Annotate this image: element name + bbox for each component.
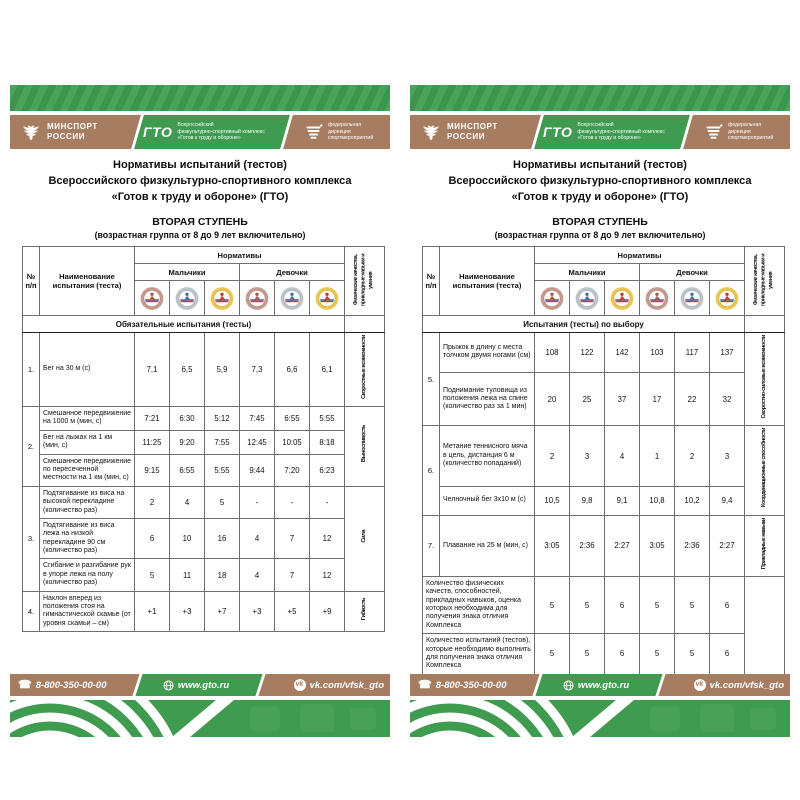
value-cell: 137	[710, 333, 745, 373]
test-name-cell: Бег на 30 м (с)	[40, 333, 135, 407]
table-row	[23, 559, 385, 591]
value-cell: 3	[570, 426, 605, 486]
value-cell: 6	[605, 634, 640, 675]
value-cell: 20	[535, 372, 570, 426]
value-cell: 5	[570, 576, 605, 633]
value-cell: 7,3	[240, 333, 275, 407]
value-cell: 7:45	[240, 406, 275, 430]
value-cell: 7	[275, 559, 310, 591]
value-cell: 6,5	[170, 333, 205, 407]
gto-logo	[531, 122, 677, 142]
contact-bar	[410, 674, 790, 696]
medal-cell	[310, 281, 345, 316]
medal-cell	[275, 281, 310, 316]
fed-caption-line: дирекция	[328, 128, 351, 135]
decorative-arcs-banner	[410, 700, 790, 737]
value-cell: 5:55	[205, 454, 240, 486]
phone-number: 8-800-350-00-00	[435, 679, 507, 691]
row-number-cell: 7.	[423, 515, 440, 576]
gto-caption-line: Всероссийский	[177, 121, 214, 128]
brand-band	[10, 115, 390, 149]
value-cell: 2:36	[570, 515, 605, 576]
value-cell: 5	[205, 486, 240, 518]
sports-bowl-icon	[705, 124, 723, 140]
value-cell: 2	[675, 426, 710, 486]
quality-cell	[745, 333, 785, 426]
vk-url: vk.com/vfsk_gto	[309, 679, 384, 691]
gto-caption-line: Всероссийский	[577, 121, 614, 128]
medal-cell	[535, 281, 570, 316]
value-cell: 6	[710, 634, 745, 675]
quality-cell	[745, 576, 785, 674]
test-name-cell: Метание теннисного мяча в цель, дистанция 6 м (количество попаданий)	[440, 426, 535, 486]
table-row	[423, 515, 785, 576]
test-name-cell: Подтягивание из виса на высокой перекладине (количество раз)	[40, 486, 135, 518]
quality-label: Гибкость	[361, 597, 368, 620]
quality-label: Выносливость	[361, 425, 368, 463]
medal-cell	[205, 281, 240, 316]
quality-cell	[345, 591, 385, 632]
col-header-num: № п/п	[23, 247, 40, 316]
value-cell: 17	[640, 372, 675, 426]
col-header-quality	[345, 247, 385, 316]
value-cell: 4	[605, 426, 640, 486]
value-cell: 5	[640, 634, 675, 675]
document-title	[410, 157, 790, 205]
sports-bowl-icon	[305, 124, 323, 140]
value-cell: 5	[675, 634, 710, 675]
table-row	[423, 372, 785, 426]
table-row	[423, 333, 785, 373]
gto-logo-caption	[177, 122, 264, 142]
row-number-cell: 6.	[423, 426, 440, 515]
value-cell: +5	[275, 591, 310, 632]
gto-badge-silver-icon	[175, 286, 199, 311]
value-cell: 6:23	[310, 454, 345, 486]
eagle-crest-icon	[20, 124, 42, 141]
stage-subtitle: (возрастная группа от 8 до 9 лет включительно)	[94, 230, 306, 240]
value-cell: 103	[640, 333, 675, 373]
phone-contact	[18, 674, 106, 696]
test-name-cell: Сгибание и разгибание рук в упоре лежа на полу (количество раз)	[40, 559, 135, 591]
value-cell: 7,1	[135, 333, 170, 407]
col-header-quality	[745, 247, 785, 316]
quality-cell	[745, 426, 785, 515]
minsport-logo	[10, 122, 131, 141]
value-cell: 2:36	[675, 515, 710, 576]
value-cell: 5	[535, 576, 570, 633]
fed-caption-line: дирекция	[728, 128, 751, 135]
value-cell: 11:25	[135, 430, 170, 454]
gto-badge-bronze-icon	[140, 286, 164, 311]
value-cell: 6,6	[275, 333, 310, 407]
test-name-cell: Бег на лыжах на 1 км (мин, с)	[40, 430, 135, 454]
document-title-line: Нормативы испытаний (тестов)	[513, 159, 687, 171]
row-number-cell: 3.	[23, 486, 40, 591]
value-cell: 12	[310, 559, 345, 591]
row-number-cell: 2.	[23, 406, 40, 486]
gto-badge-silver-icon	[680, 286, 704, 311]
value-cell: 5	[135, 559, 170, 591]
gto-badge-gold-icon	[210, 286, 234, 311]
value-cell: 4	[170, 486, 205, 518]
value-cell: 22	[675, 372, 710, 426]
col-header-normativy: Нормативы	[135, 247, 345, 264]
vk-contact	[294, 674, 384, 696]
value-cell: 7:20	[275, 454, 310, 486]
value-cell: 5	[675, 576, 710, 633]
quality-label: Сила	[361, 530, 368, 543]
minsport-wordmark	[47, 122, 98, 141]
value-cell: 5,9	[205, 333, 240, 407]
value-cell: 5	[535, 634, 570, 675]
gto-caption-line: физкультурно-спортивный комплекс	[577, 128, 665, 135]
website-url: www.gto.ru	[577, 679, 630, 691]
test-name-cell: Смешанное передвижение на 1000 м (мин, с)	[40, 406, 135, 430]
value-cell: 18	[205, 559, 240, 591]
table-row	[423, 634, 785, 675]
row-number-cell: 1.	[23, 333, 40, 407]
value-cell: 9:15	[135, 454, 170, 486]
document-page	[10, 85, 390, 740]
col-header-normativy: Нормативы	[535, 247, 745, 264]
value-cell: +9	[310, 591, 345, 632]
website-url: www.gto.ru	[177, 679, 230, 691]
table-row	[23, 591, 385, 632]
value-cell: 16	[205, 518, 240, 559]
col-header-name: Наименование испытания (теста)	[440, 247, 535, 316]
medal-cell	[640, 281, 675, 316]
medal-cell	[710, 281, 745, 316]
section-header: Обязательные испытания (тесты)	[23, 316, 345, 333]
value-cell: 7:55	[205, 430, 240, 454]
value-cell: 10,8	[640, 486, 675, 515]
section-header-side-cell	[745, 316, 785, 333]
value-cell: 117	[675, 333, 710, 373]
standards-table	[422, 246, 785, 675]
gto-caption-line: «Готов к труду и обороне»	[577, 135, 641, 142]
medal-cell	[170, 281, 205, 316]
row-number-cell: 4.	[23, 591, 40, 632]
test-name-cell: Количество испытаний (тестов), которые необходимо выполнить для получения знака отличия Комплекса	[423, 634, 535, 675]
table-row	[423, 576, 785, 633]
value-cell: -	[275, 486, 310, 518]
test-name-cell: Количество физических качеств, способностей, прикладных навыков, оценка которых необходима для получения знака отличия Комплекса	[423, 576, 535, 633]
vk-url: vk.com/vfsk_gto	[709, 679, 784, 691]
globe-icon	[563, 680, 574, 691]
fed-direction-caption	[328, 122, 373, 142]
document-title-line: Всероссийского физкультурно-спортивного комплекса	[48, 175, 352, 187]
globe-icon	[163, 680, 174, 691]
gto-badge-gold-icon	[315, 286, 339, 311]
gto-wordmark: ГТО	[543, 124, 573, 140]
gto-caption-line: физкультурно-спортивный комплекс	[177, 128, 265, 135]
gto-badge-silver-icon	[575, 286, 599, 311]
decorative-sports-banner	[10, 85, 390, 111]
fed-direction-logo	[677, 122, 790, 142]
test-name-cell: Плавание на 25 м (мин, с)	[440, 515, 535, 576]
value-cell: +1	[135, 591, 170, 632]
fed-caption-line: федеральная	[328, 121, 362, 128]
value-cell: 6,1	[310, 333, 345, 407]
value-cell: 4	[240, 518, 275, 559]
quality-header-label: Физические качества, прикладные навыки и умения	[753, 253, 775, 307]
medal-cell	[570, 281, 605, 316]
medal-cell	[240, 281, 275, 316]
value-cell: 9:20	[170, 430, 205, 454]
quality-label: Координационные способности	[761, 428, 768, 508]
test-name-cell: Подтягивание из виса лежа на низкой перекладине 90 см (количество раз)	[40, 518, 135, 559]
medal-cell	[135, 281, 170, 316]
value-cell: 12	[310, 518, 345, 559]
value-cell: 9:44	[240, 454, 275, 486]
value-cell: 10,2	[675, 486, 710, 515]
test-name-cell: Прыжок в длину с места толчком двумя ногами (см)	[440, 333, 535, 373]
value-cell: 8:18	[310, 430, 345, 454]
standards-table-body	[23, 333, 385, 632]
standards-table-body	[423, 333, 785, 675]
quality-cell	[345, 406, 385, 486]
fed-caption-line: федеральная	[728, 121, 762, 128]
fed-direction-caption	[728, 122, 773, 142]
table-row	[23, 430, 385, 454]
table-row	[23, 333, 385, 407]
table-row	[23, 486, 385, 518]
value-cell: 9,4	[710, 486, 745, 515]
table-row	[23, 518, 385, 559]
minsport-line2: РОССИИ	[47, 132, 86, 141]
gto-badge-bronze-icon	[645, 286, 669, 311]
minsport-logo	[410, 122, 531, 141]
test-name-cell: Челночный бег 3х10 м (с)	[440, 486, 535, 515]
vk-icon: vk	[294, 679, 306, 691]
value-cell: 2:27	[605, 515, 640, 576]
col-header-num: № п/п	[423, 247, 440, 316]
col-header-girls: Девочки	[640, 264, 745, 281]
document-title	[10, 157, 390, 205]
document-title-line: «Готов к труду и обороне» (ГТО)	[511, 191, 689, 203]
contact-bar	[10, 674, 390, 696]
test-name-cell: Поднимание туловища из положения лежа на спине (количество раз за 1 мин)	[440, 372, 535, 426]
value-cell: 10,5	[535, 486, 570, 515]
value-cell: 2	[535, 426, 570, 486]
phone-icon: ☎	[18, 678, 32, 691]
value-cell: 5	[640, 576, 675, 633]
value-cell: 6	[710, 576, 745, 633]
value-cell: 6:55	[170, 454, 205, 486]
value-cell: 10	[170, 518, 205, 559]
value-cell: 142	[605, 333, 640, 373]
value-cell: 2:27	[710, 515, 745, 576]
value-cell: 10:05	[275, 430, 310, 454]
stage-subtitle: (возрастная группа от 8 до 9 лет включительно)	[494, 230, 706, 240]
gto-wordmark: ГТО	[143, 124, 173, 140]
quality-cell	[345, 333, 385, 407]
value-cell: 3:05	[640, 515, 675, 576]
value-cell: 6	[605, 576, 640, 633]
standards-table	[22, 246, 385, 632]
vk-contact	[694, 674, 784, 696]
quality-header-label: Физические качества, прикладные навыки и умения	[353, 253, 375, 307]
fed-direction-logo	[277, 122, 390, 142]
document-title-line: «Готов к труду и обороне» (ГТО)	[111, 191, 289, 203]
medal-cell	[675, 281, 710, 316]
document-title-line: Нормативы испытаний (тестов)	[113, 159, 287, 171]
value-cell: 11	[170, 559, 205, 591]
phone-number: 8-800-350-00-00	[35, 679, 107, 691]
medal-cell	[605, 281, 640, 316]
col-header-name: Наименование испытания (теста)	[40, 247, 135, 316]
document-title-line: Всероссийского физкультурно-спортивного комплекса	[448, 175, 752, 187]
section-header: Испытания (тесты) по выбору	[423, 316, 745, 333]
table-row	[423, 486, 785, 515]
quality-label: Прикладные навыки	[761, 517, 768, 569]
quality-cell	[345, 486, 385, 591]
quality-label: Скоростно-силовые возможности	[761, 335, 768, 419]
table-row	[23, 406, 385, 430]
col-header-girls: Девочки	[240, 264, 345, 281]
gto-badge-bronze-icon	[540, 286, 564, 311]
value-cell: 5:55	[310, 406, 345, 430]
value-cell: 37	[605, 372, 640, 426]
gto-caption-line: «Готов к труду и обороне»	[177, 135, 241, 142]
value-cell: 5:12	[205, 406, 240, 430]
value-cell: -	[310, 486, 345, 518]
value-cell: 3	[710, 426, 745, 486]
value-cell: 9,1	[605, 486, 640, 515]
stage-title: ВТОРАЯ СТУПЕНЬ	[552, 216, 648, 228]
gto-logo-caption	[577, 122, 664, 142]
value-cell: 32	[710, 372, 745, 426]
value-cell: -	[240, 486, 275, 518]
minsport-line2: РОССИИ	[447, 132, 486, 141]
value-cell: 4	[240, 559, 275, 591]
minsport-line1: МИНСПОРТ	[447, 122, 498, 132]
vk-icon: vk	[694, 679, 706, 691]
gto-badge-silver-icon	[280, 286, 304, 311]
fed-caption-line: спортмероприятий	[328, 135, 374, 142]
test-name-cell: Смешанное передвижение по пересеченной местности на 1 км (мин, с)	[40, 454, 135, 486]
value-cell: +3	[240, 591, 275, 632]
decorative-arcs-banner	[10, 700, 390, 737]
phone-icon: ☎	[418, 678, 432, 691]
value-cell: 2	[135, 486, 170, 518]
value-cell: 6	[135, 518, 170, 559]
gto-badge-bronze-icon	[245, 286, 269, 311]
value-cell: 3:05	[535, 515, 570, 576]
quality-label: Скоростные возможности	[361, 335, 368, 399]
website-contact	[540, 674, 652, 696]
value-cell: 25	[570, 372, 605, 426]
value-cell: 5	[570, 634, 605, 675]
gto-badge-gold-icon	[610, 286, 634, 311]
minsport-line1: МИНСПОРТ	[47, 122, 98, 132]
row-number-cell: 5.	[423, 333, 440, 426]
value-cell: 108	[535, 333, 570, 373]
value-cell: 7	[275, 518, 310, 559]
fed-caption-line: спортмероприятий	[728, 135, 774, 142]
brand-band	[410, 115, 790, 149]
document-page	[410, 85, 790, 740]
value-cell: +7	[205, 591, 240, 632]
stage-title: ВТОРАЯ СТУПЕНЬ	[152, 216, 248, 228]
section-header-side-cell	[345, 316, 385, 333]
value-cell: 7:21	[135, 406, 170, 430]
gto-logo	[131, 122, 277, 142]
value-cell: 9,8	[570, 486, 605, 515]
table-row	[423, 426, 785, 486]
website-contact	[140, 674, 252, 696]
quality-cell	[745, 515, 785, 576]
value-cell: 1	[640, 426, 675, 486]
gto-badge-gold-icon	[715, 286, 739, 311]
test-name-cell: Наклон вперед из положения стоя на гимнастической скамье (от уровня скамьи – см)	[40, 591, 135, 632]
decorative-sports-banner	[410, 85, 790, 111]
table-row	[23, 454, 385, 486]
value-cell: 122	[570, 333, 605, 373]
value-cell: 6:55	[275, 406, 310, 430]
value-cell: +3	[170, 591, 205, 632]
phone-contact	[418, 674, 506, 696]
value-cell: 12:45	[240, 430, 275, 454]
minsport-wordmark	[447, 122, 498, 141]
col-header-boys: Мальчики	[135, 264, 240, 281]
value-cell: 6:30	[170, 406, 205, 430]
eagle-crest-icon	[420, 124, 442, 141]
col-header-boys: Мальчики	[535, 264, 640, 281]
